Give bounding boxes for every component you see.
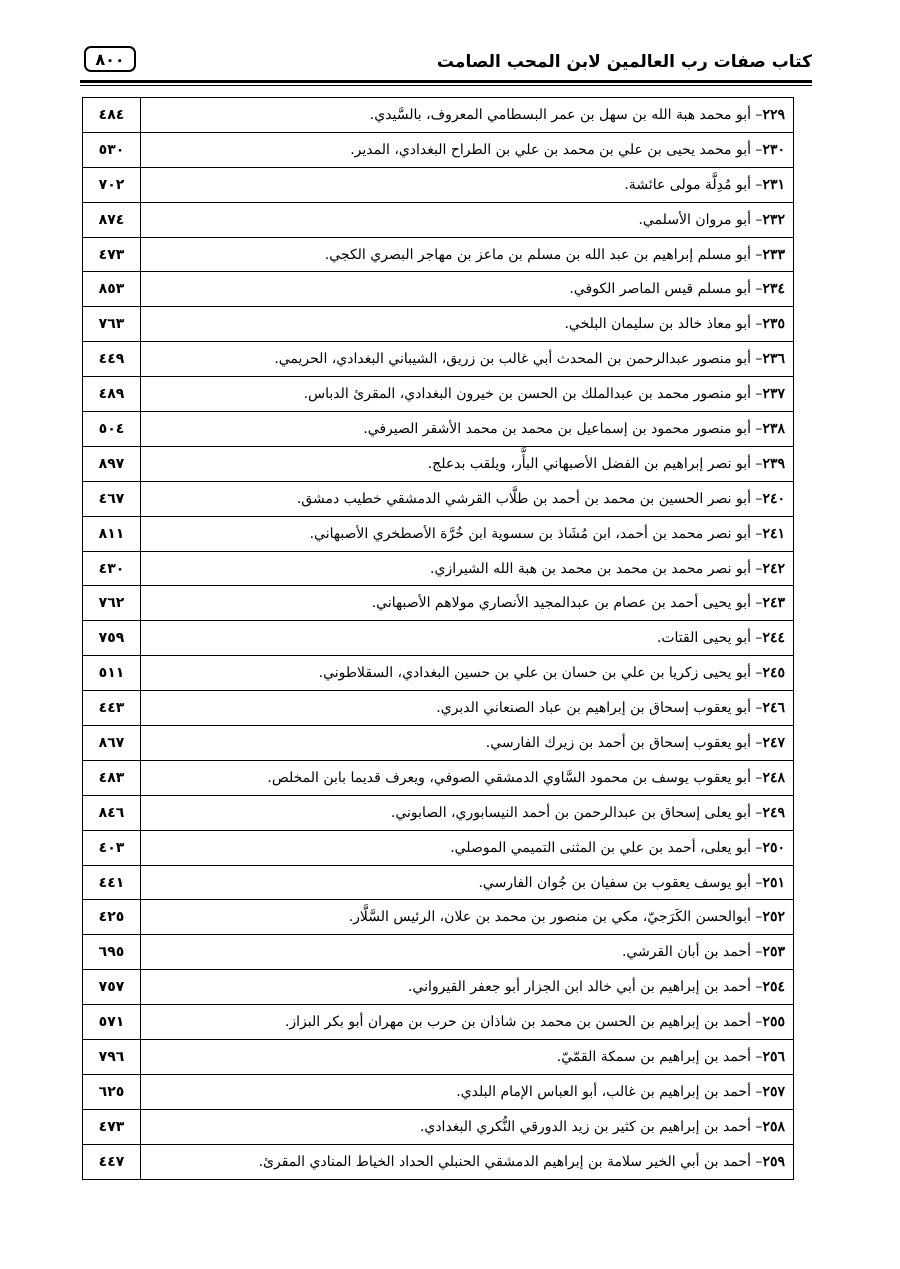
index-row [83,1074,794,1109]
entry-separator: – [750,734,763,751]
entry-text: أبو يوسف يعقوب بن سفيان بن جُوان الفارسي. [478,874,751,891]
entry-number: ٢٥٦ [762,1048,785,1065]
entry-text: أبو نصر إبراهيم بن الفضل الأصبهاني البأَّر، ويلقب بدعلج. [427,455,751,472]
entry-number: ٢٥٩ [762,1153,785,1170]
index-row [83,1040,794,1075]
entry-number: ٢٤٩ [762,804,785,821]
entry-number: ٢٥٠ [762,839,785,856]
entry-separator: – [750,804,763,821]
entry-separator: – [750,1083,763,1100]
entry-separator: – [750,455,763,472]
entry-text: أبو نصر محمد بن أحمد، ابن مُشَاذ بن سسوية ابن خُرَّة الأصطخري الأصبهاني. [309,525,751,542]
page-ref: ٨٧٤ [83,202,141,237]
entry-text: أحمد بن إبراهيم بن سمكة القمّيّ. [556,1048,751,1065]
index-row [83,342,794,377]
entry-number: ٢٢٩ [762,106,785,123]
entry-number: ٢٥٢ [762,909,785,926]
entry-text: أبو محمد يحيى بن علي بن محمد بن علي بن الطراح البغدادي، المدير. [350,141,751,158]
page-ref: ٤٤١ [83,865,141,900]
entry-number: ٢٤٠ [762,490,785,507]
page-ref: ٥٠٤ [83,412,141,447]
entry-text: أبو يعقوب إسحاق بن إبراهيم بن عباد الصنعاني الدبري. [436,700,751,717]
entry-cell [141,202,794,237]
entry-separator: – [750,979,763,996]
entry-cell [141,726,794,761]
index-row [83,307,794,342]
entry-text: أبو مسلم إبراهيم بن عبد الله بن مسلم بن ماعز بن مهاجر البصري الكجي. [324,246,751,263]
entry-cell [141,342,794,377]
index-table-body [83,98,794,1180]
page-ref: ٤٦٧ [83,481,141,516]
index-row [83,446,794,481]
entry-number: ٢٥٧ [762,1083,785,1100]
page-ref: ٤٤٣ [83,691,141,726]
entry-text: أبو مسلم قيس الماصر الكوفي. [569,281,751,298]
entry-number: ٢٤٤ [762,630,785,647]
entry-separator: – [750,595,763,612]
index-table [82,97,794,1180]
entry-cell [141,307,794,342]
entry-cell [141,586,794,621]
page-ref: ٤٨٣ [83,760,141,795]
index-row [83,830,794,865]
index-row [83,132,794,167]
entry-text: أبو يحيى القتات. [656,630,751,647]
index-row [83,412,794,447]
page-ref: ٧٦٢ [83,586,141,621]
entry-text: أبو مُدِلَّة مولى عائشة. [624,176,751,193]
entry-separator: – [750,560,763,577]
entry-number: ٢٣٧ [762,386,785,403]
index-row [83,551,794,586]
entry-text: أبو يعلى إسحاق بن عبدالرحمن بن أحمد النيسابوري، الصابوني. [390,804,751,821]
page-ref: ٤٣٠ [83,551,141,586]
entry-text: أبو منصور عبدالرحمن بن المحدث أبي غالب بن زريق، الشيباني البغدادي، الحريمي. [274,351,751,368]
index-row [83,760,794,795]
entry-separator: – [750,351,763,368]
entry-cell [141,446,794,481]
index-row [83,900,794,935]
page-ref: ٤٤٩ [83,342,141,377]
entry-separator: – [750,490,763,507]
entry-text: أبو معاذ خالد بن سليمان البلخي. [564,316,751,333]
entry-cell [141,656,794,691]
page-header [80,42,812,78]
entry-cell [141,900,794,935]
entry-number: ٢٣٥ [762,316,785,333]
entry-cell [141,970,794,1005]
entry-cell [141,551,794,586]
entry-number: ٢٣٤ [762,281,785,298]
index-row [83,970,794,1005]
entry-cell [141,621,794,656]
entry-number: ٢٤١ [762,525,785,542]
entry-number: ٢٤٢ [762,560,785,577]
entry-number: ٢٣٩ [762,455,785,472]
page-ref: ٥٣٠ [83,132,141,167]
index-row [83,795,794,830]
page-number: ٨٠٠ [95,49,125,69]
entry-number: ٢٤٧ [762,734,785,751]
index-row [83,377,794,412]
page-ref: ٤٠٣ [83,830,141,865]
entry-cell [141,691,794,726]
entry-separator: – [750,1014,763,1031]
entry-number: ٢٣١ [762,176,785,193]
entry-separator: – [750,839,763,856]
entry-cell [141,1109,794,1144]
index-row [83,726,794,761]
entry-separator: – [750,420,763,437]
index-row [83,481,794,516]
entry-text: أحمد بن إبراهيم بن كثير بن زيد الدورقي النُّكري البغدادي. [419,1118,751,1135]
page-ref: ٦٢٥ [83,1074,141,1109]
entry-separator: – [750,874,763,891]
page-ref: ٧٥٩ [83,621,141,656]
entry-number: ٢٤٥ [762,665,785,682]
entry-cell [141,935,794,970]
page-ref: ٤٤٧ [83,1144,141,1179]
index-row [83,98,794,133]
entry-text: أبو نصر الحسين بن محمد بن أحمد بن طلَّاب القرشي الدمشقي خطيب دمشق. [296,490,751,507]
index-row [83,1005,794,1040]
page-ref: ٤٧٣ [83,237,141,272]
entry-separator: – [750,909,763,926]
entry-separator: – [750,211,763,228]
entry-cell [141,830,794,865]
entry-separator: – [750,281,763,298]
entry-separator: – [750,944,763,961]
header-rule-thick [80,80,812,83]
entry-number: ٢٥٨ [762,1118,785,1135]
page-ref: ٤٢٥ [83,900,141,935]
index-row [83,621,794,656]
entry-number: ٢٣٠ [762,141,785,158]
page-ref: ٤٨٤ [83,98,141,133]
index-row [83,1144,794,1179]
index-row [83,272,794,307]
entry-text: أحمد بن إبراهيم بن أبي خالد ابن الجزار أبو جعفر القيرواني. [407,979,751,996]
entry-cell [141,795,794,830]
entry-number: ٢٣٦ [762,351,785,368]
index-row [83,656,794,691]
index-row [83,237,794,272]
entry-text: أحمد بن إبراهيم بن غالب، أبو العباس الإمام البلدي. [456,1083,751,1100]
entry-number: ٢٥١ [762,874,785,891]
entry-cell [141,167,794,202]
entry-text: أبو يعلى، أحمد بن علي بن المثنى التميمي الموصلي. [450,839,751,856]
entry-cell [141,377,794,412]
entry-number: ٢٤٨ [762,769,785,786]
page-ref: ٥١١ [83,656,141,691]
page-ref: ٧٠٢ [83,167,141,202]
entry-separator: – [750,1118,763,1135]
index-row [83,1109,794,1144]
page-ref: ٤٨٩ [83,377,141,412]
entry-number: ٢٣٣ [762,246,785,263]
entry-separator: – [750,246,763,263]
entry-separator: – [750,525,763,542]
entry-separator: – [750,316,763,333]
entry-separator: – [750,630,763,647]
index-row [83,691,794,726]
entry-text: أبوالحسن الكَرَجيّ، مكي بن منصور بن محمد بن علان، الرئيس السَّلَّار. [348,909,751,926]
page-ref: ٨٥٣ [83,272,141,307]
entry-text: أبو محمد هبة الله بن سهل بن عمر البسطامي المعروف، بالسَّيدي. [369,106,751,123]
entry-text: أحمد بن أبان القرشي. [621,944,751,961]
entry-separator: – [750,176,763,193]
entry-text: أبو يحيى أحمد بن عصام بن عبدالمجيد الأنصاري مولاهم الأصبهاني. [371,595,751,612]
entry-number: ٢٤٣ [762,595,785,612]
index-row [83,935,794,970]
entry-cell [141,1040,794,1075]
index-row [83,865,794,900]
entry-cell [141,1144,794,1179]
entry-number: ٢٥٥ [762,1014,785,1031]
book-title: كتاب صفات رب العالمين لابن المحب الصامت [436,52,812,72]
page-ref: ٥٧١ [83,1005,141,1040]
entry-cell [141,98,794,133]
entry-separator: – [750,665,763,682]
page-ref: ٨٤٦ [83,795,141,830]
page-ref: ٧٦٣ [83,307,141,342]
entry-number: ٢٥٣ [762,944,785,961]
entry-number: ٢٤٦ [762,700,785,717]
entry-cell [141,760,794,795]
page-ref: ٨٩٧ [83,446,141,481]
entry-cell [141,1005,794,1040]
entry-text: أحمد بن أبي الخير سلامة بن إبراهيم الدمشقي الحنبلي الحداد الخياط المنادي المقرئ. [258,1153,751,1170]
entry-text: أبو نصر محمد بن محمد بن محمد بن هبة الله الشيرازي. [430,560,751,577]
entry-cell [141,412,794,447]
entry-text: أحمد بن إبراهيم بن الحسن بن محمد بن شاذان بن حرب بن مهران أبو بكر البزاز. [284,1014,751,1031]
index-row [83,516,794,551]
page-ref: ٧٩٦ [83,1040,141,1075]
entry-cell [141,481,794,516]
page-ref: ٧٥٧ [83,970,141,1005]
page-number-box [84,46,136,72]
entry-cell [141,865,794,900]
entry-separator: – [750,1048,763,1065]
entry-separator: – [750,769,763,786]
page-ref: ٨٦٧ [83,726,141,761]
page-ref: ٦٩٥ [83,935,141,970]
entry-text: أبو يعقوب يوسف بن محمود السَّاوي الدمشقي الصوفي، ويعرف قديما بابن المخلص. [267,769,751,786]
entry-number: ٢٣٢ [762,211,785,228]
entry-cell [141,237,794,272]
index-row [83,586,794,621]
entry-number: ٢٥٤ [762,979,785,996]
index-row [83,167,794,202]
entry-cell [141,1074,794,1109]
entry-text: أبو مروان الأسلمي. [638,211,751,228]
entry-separator: – [750,141,763,158]
page-ref: ٤٧٣ [83,1109,141,1144]
entry-cell [141,516,794,551]
entry-separator: – [750,386,763,403]
entry-text: أبو منصور محمود بن إسماعيل بن محمد بن محمد الأشقر الصيرفي. [363,420,751,437]
page-ref: ٨١١ [83,516,141,551]
entry-separator: – [750,106,763,123]
entry-number: ٢٣٨ [762,420,785,437]
entry-text: أبو يعقوب إسحاق بن أحمد بن زيرك الفارسي. [485,734,751,751]
entry-text: أبو منصور محمد بن عبدالملك بن الحسن بن خيرون البغدادي، المقرئ الدباس. [303,386,751,403]
index-row [83,202,794,237]
header-rule-thin [80,85,812,86]
entry-text: أبو يحيى زكريا بن علي بن حسان بن علي بن حسين البغدادي، السقلاطوني. [318,665,751,682]
entry-cell [141,132,794,167]
entry-cell [141,272,794,307]
entry-separator: – [750,700,763,717]
entry-separator: – [750,1153,763,1170]
